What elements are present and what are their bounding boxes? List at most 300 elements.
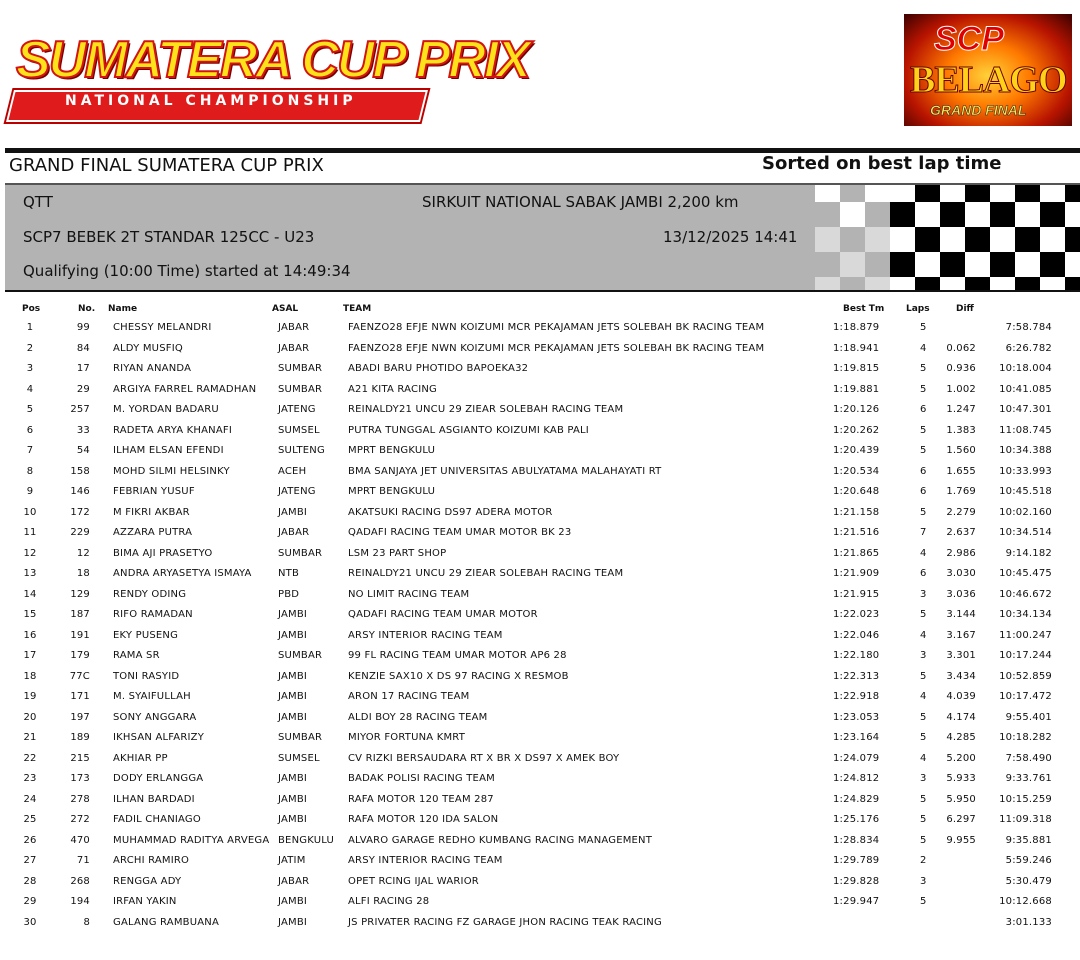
cell-best: 1:19.881 bbox=[833, 383, 880, 395]
cell-asal: JABAR bbox=[278, 875, 310, 887]
cell-no: 470 bbox=[70, 834, 90, 846]
cell-team: 99 FL RACING TEAM UMAR MOTOR AP6 28 bbox=[348, 650, 567, 661]
header-asal: ASAL bbox=[272, 304, 299, 314]
cell-best: 1:23.053 bbox=[833, 711, 880, 723]
cell-tot: 10:47.301 bbox=[999, 404, 1052, 415]
checker-square bbox=[965, 252, 990, 277]
cell-name: GALANG RAMBUANA bbox=[113, 916, 219, 928]
cell-name: IKHSAN ALFARIZY bbox=[113, 732, 205, 743]
checker-square bbox=[1015, 252, 1040, 277]
table-row bbox=[0, 790, 1080, 811]
cell-tot: 10:12.668 bbox=[999, 896, 1052, 907]
cell-laps: 5 bbox=[920, 506, 927, 518]
cell-pos: 27 bbox=[23, 855, 37, 866]
cell-laps: 4 bbox=[920, 547, 927, 559]
cell-laps: 6 bbox=[920, 486, 927, 497]
cell-name: RIFO RAMADAN bbox=[113, 609, 193, 620]
cell-no: 172 bbox=[70, 506, 90, 518]
cell-no: 158 bbox=[70, 465, 90, 477]
results-table-header bbox=[0, 304, 1080, 318]
cell-no: 171 bbox=[70, 691, 90, 702]
cell-name: AZZARA PUTRA bbox=[113, 527, 193, 538]
cell-team: MPRT BENGKULU bbox=[348, 486, 436, 497]
checker-square bbox=[1040, 183, 1065, 202]
cell-diff: 4.174 bbox=[946, 711, 976, 723]
cell-diff: 1.247 bbox=[946, 404, 976, 415]
cell-best: 1:21.158 bbox=[833, 506, 880, 518]
cell-pos: 11 bbox=[23, 527, 37, 538]
cell-no: 278 bbox=[70, 793, 90, 805]
checker-square bbox=[840, 202, 865, 227]
cell-tot: 10:45.518 bbox=[999, 486, 1052, 497]
cell-best: 1:20.126 bbox=[833, 404, 880, 415]
checker-square bbox=[865, 252, 890, 277]
cell-tot: 10:17.244 bbox=[999, 650, 1052, 661]
cell-asal: BENGKULU bbox=[278, 834, 335, 846]
cell-no: 191 bbox=[70, 629, 90, 641]
cell-team: ARON 17 RACING TEAM bbox=[348, 691, 470, 702]
cell-pos: 13 bbox=[23, 568, 37, 579]
table-row bbox=[0, 892, 1080, 913]
cell-team: ALDI BOY 28 RACING TEAM bbox=[348, 711, 488, 723]
cell-asal: SUMBAR bbox=[278, 363, 323, 374]
cell-laps: 6 bbox=[920, 404, 927, 415]
checker-square bbox=[915, 227, 940, 252]
cell-asal: NTB bbox=[278, 568, 300, 579]
table-row bbox=[0, 667, 1080, 688]
cell-tot: 7:58.490 bbox=[1005, 752, 1052, 764]
header-team: TEAM bbox=[343, 304, 372, 314]
cell-diff: 6.297 bbox=[946, 814, 976, 825]
cell-tot: 10:18.004 bbox=[999, 363, 1052, 374]
sumatera-cup-prix-logo bbox=[10, 30, 529, 120]
cell-no: 272 bbox=[70, 814, 90, 825]
cell-best: 1:22.180 bbox=[833, 650, 880, 661]
table-row bbox=[0, 380, 1080, 401]
checker-square bbox=[1065, 227, 1080, 252]
cell-tot: 11:00.247 bbox=[999, 629, 1052, 641]
cell-asal: JATENG bbox=[278, 486, 316, 497]
cell-laps: 7 bbox=[920, 527, 927, 538]
header-laps: Laps bbox=[906, 304, 930, 314]
cell-tot: 10:46.672 bbox=[999, 588, 1052, 600]
table-row bbox=[0, 687, 1080, 708]
cell-diff: 1.560 bbox=[946, 445, 976, 456]
cell-laps: 4 bbox=[920, 691, 927, 702]
checker-square bbox=[890, 183, 915, 202]
cell-no: 18 bbox=[76, 568, 90, 579]
cell-no: 8 bbox=[83, 916, 90, 928]
cell-team: AKATSUKI RACING DS97 ADERA MOTOR bbox=[348, 506, 553, 518]
cell-asal: JAMBI bbox=[278, 670, 308, 682]
checker-square bbox=[1015, 227, 1040, 252]
cell-team: LSM 23 PART SHOP bbox=[348, 547, 447, 559]
cell-team: ALFI RACING 28 bbox=[348, 896, 430, 907]
cell-asal: JABAR bbox=[278, 322, 310, 333]
checker-square bbox=[1065, 183, 1080, 202]
cell-asal: JAMBI bbox=[278, 609, 308, 620]
sort-note: Sorted on best lap time bbox=[762, 153, 1002, 174]
checker-square bbox=[815, 227, 840, 252]
checker-square bbox=[815, 252, 840, 277]
checker-square bbox=[965, 227, 990, 252]
cell-diff: 2.279 bbox=[946, 506, 976, 518]
circuit-name: SIRKUIT NATIONAL SABAK JAMBI 2,200 km bbox=[422, 193, 739, 211]
results-table-body bbox=[0, 318, 1080, 933]
checker-square bbox=[840, 183, 865, 202]
cell-pos: 9 bbox=[26, 486, 34, 497]
cell-tot: 3:01.133 bbox=[1005, 916, 1052, 928]
cell-asal: PBD bbox=[278, 588, 300, 600]
checker-square bbox=[940, 183, 965, 202]
cell-name: ALDY MUSFIQ bbox=[113, 342, 183, 354]
checker-square bbox=[1015, 183, 1040, 202]
cell-name: BIMA AJI PRASETYO bbox=[113, 547, 213, 559]
cell-laps: 5 bbox=[920, 896, 927, 907]
cell-pos: 25 bbox=[23, 814, 37, 825]
cell-team: BMA SANJAYA JET UNIVERSITAS ABULYATAMA MALAHAYATI RT bbox=[348, 465, 662, 477]
table-row bbox=[0, 646, 1080, 667]
cell-name: ILHAN BARDADI bbox=[113, 793, 195, 805]
cell-pos: 16 bbox=[23, 629, 37, 641]
cell-pos: 1 bbox=[26, 322, 34, 333]
checker-square bbox=[815, 183, 840, 202]
table-row bbox=[0, 626, 1080, 647]
cell-asal: JAMBI bbox=[278, 506, 308, 518]
cell-name: M FIKRI AKBAR bbox=[113, 506, 190, 518]
checker-square bbox=[1040, 227, 1065, 252]
cell-no: 17 bbox=[76, 363, 90, 374]
cell-best: 1:20.262 bbox=[833, 424, 880, 436]
cell-pos: 30 bbox=[23, 916, 37, 928]
cell-tot: 10:34.514 bbox=[999, 527, 1052, 538]
cell-name: CHESSY MELANDRI bbox=[113, 322, 212, 333]
cell-no: 12 bbox=[76, 547, 90, 559]
cell-pos: 22 bbox=[23, 752, 37, 764]
cell-best: 1:20.534 bbox=[833, 465, 880, 477]
checker-square bbox=[890, 227, 915, 252]
logo-grand-final-text: GRAND FINAL bbox=[930, 102, 1027, 118]
session-datetime: 13/12/2025 14:41 bbox=[663, 228, 798, 246]
cell-tot: 10:18.282 bbox=[999, 732, 1052, 743]
cell-laps: 4 bbox=[920, 342, 927, 354]
cell-best: 1:29.789 bbox=[833, 855, 880, 866]
table-row bbox=[0, 708, 1080, 729]
cell-pos: 24 bbox=[23, 793, 37, 805]
cell-pos: 15 bbox=[23, 609, 37, 620]
cell-diff: 2.986 bbox=[946, 547, 976, 559]
table-row bbox=[0, 503, 1080, 524]
cell-name: AKHIAR PP bbox=[113, 752, 168, 764]
cell-pos: 8 bbox=[26, 465, 34, 477]
cell-best: 1:23.164 bbox=[833, 732, 880, 743]
cell-laps: 5 bbox=[920, 814, 927, 825]
cell-asal: JAMBI bbox=[278, 773, 308, 784]
cell-asal: JAMBI bbox=[278, 814, 308, 825]
cell-team: QADAFI RACING TEAM UMAR MOTOR BK 23 bbox=[348, 527, 572, 538]
checker-square bbox=[990, 252, 1015, 277]
cell-best: 1:21.909 bbox=[833, 568, 880, 579]
checker-square bbox=[840, 252, 865, 277]
cell-laps: 5 bbox=[920, 609, 927, 620]
cell-pos: 28 bbox=[23, 875, 37, 887]
cell-best: 1:22.918 bbox=[833, 691, 880, 702]
cell-best: 1:24.079 bbox=[833, 752, 880, 764]
cell-asal: SULTENG bbox=[278, 445, 325, 456]
table-row bbox=[0, 482, 1080, 503]
checker-square bbox=[865, 227, 890, 252]
cell-name: RENDY ODING bbox=[113, 588, 187, 600]
cell-laps: 4 bbox=[920, 752, 927, 764]
cell-no: 187 bbox=[70, 609, 90, 620]
cell-no: 257 bbox=[70, 404, 90, 415]
cell-laps: 5 bbox=[920, 383, 927, 395]
cell-best: 1:24.829 bbox=[833, 793, 880, 805]
cell-pos: 20 bbox=[23, 711, 37, 723]
cell-name: RAMA SR bbox=[113, 650, 160, 661]
cell-laps: 5 bbox=[920, 732, 927, 743]
cell-best: 1:29.828 bbox=[833, 875, 880, 887]
table-row bbox=[0, 523, 1080, 544]
cell-diff: 5.933 bbox=[946, 773, 976, 784]
cell-tot: 10:34.388 bbox=[999, 445, 1052, 456]
header-pos: Pos bbox=[22, 304, 41, 314]
cell-asal: JATIM bbox=[278, 855, 306, 866]
cell-tot: 10:41.085 bbox=[999, 383, 1052, 395]
table-row bbox=[0, 728, 1080, 749]
cell-diff: 5.950 bbox=[946, 793, 976, 805]
header-no: No. bbox=[78, 304, 96, 314]
table-row bbox=[0, 421, 1080, 442]
cell-asal: JAMBI bbox=[278, 629, 308, 641]
info-divider bbox=[5, 290, 1080, 292]
cell-no: 197 bbox=[70, 711, 90, 723]
cell-tot: 10:33.993 bbox=[999, 465, 1052, 477]
cell-team: MIYOR FORTUNA KMRT bbox=[348, 732, 466, 743]
cell-pos: 12 bbox=[23, 547, 37, 559]
checker-square bbox=[840, 227, 865, 252]
cell-tot: 7:58.784 bbox=[1005, 322, 1052, 333]
race-class: SCP7 BEBEK 2T STANDAR 125CC - U23 bbox=[23, 228, 315, 246]
cell-team: ARSY INTERIOR RACING TEAM bbox=[348, 629, 503, 641]
cell-best: 1:21.865 bbox=[833, 547, 880, 559]
table-row bbox=[0, 872, 1080, 893]
cell-laps: 5 bbox=[920, 363, 927, 374]
cell-best: 1:25.176 bbox=[833, 814, 880, 825]
cell-pos: 29 bbox=[23, 896, 37, 907]
cell-laps: 3 bbox=[920, 650, 927, 661]
cell-tot: 5:59.246 bbox=[1005, 855, 1052, 866]
header-diff: Diff bbox=[956, 304, 974, 314]
cell-team: A21 KITA RACING bbox=[348, 383, 437, 395]
header-best-time: Best Tm bbox=[843, 304, 885, 314]
checker-square bbox=[990, 227, 1015, 252]
cell-team: FAENZO28 EFJE NWN KOIZUMI MCR PEKAJAMAN JETS SOLEBAH BK RACING TEAM bbox=[348, 342, 765, 354]
cell-diff: 5.200 bbox=[946, 752, 976, 764]
cell-name: M. SYAIFULLAH bbox=[113, 691, 191, 702]
table-row bbox=[0, 749, 1080, 770]
checker-square bbox=[1015, 202, 1040, 227]
cell-name: FADIL CHANIAGO bbox=[113, 814, 201, 825]
cell-name: TONI RASYID bbox=[113, 670, 180, 682]
cell-team: MPRT BENGKULU bbox=[348, 445, 436, 456]
cell-name: ARCHI RAMIRO bbox=[113, 855, 190, 866]
checker-square bbox=[940, 202, 965, 227]
checker-square bbox=[965, 183, 990, 202]
cell-no: 215 bbox=[70, 752, 90, 764]
cell-laps: 5 bbox=[920, 424, 927, 436]
cell-no: 229 bbox=[70, 527, 90, 538]
cell-diff: 4.039 bbox=[946, 691, 976, 702]
checker-square bbox=[865, 202, 890, 227]
cell-asal: SUMBAR bbox=[278, 732, 323, 743]
cell-team: ALVARO GARAGE REDHO KUMBANG RACING MANAGEMENT bbox=[348, 834, 653, 846]
cell-best: 1:22.313 bbox=[833, 670, 880, 682]
cell-asal: SUMSEL bbox=[278, 752, 320, 764]
cell-asal: SUMBAR bbox=[278, 547, 323, 559]
checker-square bbox=[940, 227, 965, 252]
table-row bbox=[0, 400, 1080, 421]
cell-name: EKY PUSENG bbox=[113, 629, 179, 641]
cell-pos: 26 bbox=[23, 834, 37, 846]
cell-asal: JAMBI bbox=[278, 916, 308, 928]
cell-no: 77C bbox=[69, 670, 90, 682]
cell-tot: 9:35.881 bbox=[1005, 834, 1052, 846]
cell-best: 1:22.046 bbox=[833, 629, 880, 641]
cell-team: PUTRA TUNGGAL ASGIANTO KOIZUMI KAB PALI bbox=[348, 424, 589, 436]
cell-tot: 9:55.401 bbox=[1005, 711, 1052, 723]
cell-no: 29 bbox=[76, 383, 90, 395]
cell-no: 71 bbox=[76, 855, 90, 866]
cell-diff: 3.434 bbox=[946, 670, 976, 682]
cell-name: ILHAM ELSAN EFENDI bbox=[113, 445, 224, 456]
cell-pos: 7 bbox=[26, 445, 34, 456]
page-title: GRAND FINAL SUMATERA CUP PRIX bbox=[9, 155, 324, 176]
cell-pos: 21 bbox=[23, 732, 37, 743]
checker-square bbox=[965, 202, 990, 227]
cell-no: 129 bbox=[70, 588, 90, 600]
cell-diff: 3.301 bbox=[946, 650, 976, 661]
cell-laps: 4 bbox=[920, 629, 927, 641]
cell-tot: 10:45.475 bbox=[999, 568, 1052, 579]
cell-asal: JAMBI bbox=[278, 691, 308, 702]
cell-laps: 3 bbox=[920, 588, 927, 600]
checker-square bbox=[940, 252, 965, 277]
checker-square bbox=[990, 202, 1015, 227]
table-row bbox=[0, 544, 1080, 565]
cell-laps: 3 bbox=[920, 875, 927, 887]
cell-best: 1:21.915 bbox=[833, 588, 880, 600]
table-row bbox=[0, 810, 1080, 831]
cell-best: 1:24.812 bbox=[833, 773, 880, 784]
cell-pos: 6 bbox=[26, 424, 34, 436]
cell-diff: 9.955 bbox=[946, 834, 976, 846]
table-row bbox=[0, 913, 1080, 934]
table-row bbox=[0, 359, 1080, 380]
logo-subtitle: NATIONAL CHAMPIONSHIP bbox=[65, 93, 357, 109]
cell-no: 54 bbox=[76, 445, 90, 456]
cell-team: KENZIE SAX10 X DS 97 RACING X RESMOB bbox=[348, 670, 569, 682]
cell-asal: JAMBI bbox=[278, 793, 308, 805]
cell-tot: 6:26.782 bbox=[1005, 342, 1052, 354]
cell-tot: 10:52.859 bbox=[999, 670, 1052, 682]
cell-pos: 17 bbox=[23, 650, 37, 661]
cell-no: 173 bbox=[70, 773, 90, 784]
cell-best: 1:22.023 bbox=[833, 609, 880, 620]
cell-diff: 3.030 bbox=[946, 568, 976, 579]
cell-diff: 4.285 bbox=[946, 732, 976, 743]
cell-best: 1:21.516 bbox=[833, 527, 880, 538]
cell-team: JS PRIVATER RACING FZ GARAGE JHON RACING TEAK RACING bbox=[348, 916, 662, 928]
cell-laps: 5 bbox=[920, 670, 927, 682]
cell-laps: 5 bbox=[920, 711, 927, 723]
cell-tot: 10:02.160 bbox=[999, 506, 1052, 518]
cell-tot: 5:30.479 bbox=[1005, 875, 1052, 887]
header-name: Name bbox=[108, 304, 138, 314]
cell-tot: 10:34.134 bbox=[999, 609, 1052, 620]
cell-no: 179 bbox=[70, 650, 90, 661]
cell-diff: 1.383 bbox=[946, 424, 976, 436]
checker-square bbox=[1065, 202, 1080, 227]
logo-belago-text: BELAGO bbox=[910, 59, 1067, 101]
cell-no: 84 bbox=[76, 342, 90, 354]
checker-square bbox=[890, 252, 915, 277]
cell-laps: 6 bbox=[920, 465, 927, 477]
table-row bbox=[0, 462, 1080, 483]
logo-title: SUMATERA CUP PRIX bbox=[16, 31, 529, 89]
cell-tot: 11:08.745 bbox=[999, 424, 1052, 436]
session-info-box bbox=[5, 183, 1080, 292]
table-row bbox=[0, 441, 1080, 462]
checker-square bbox=[990, 183, 1015, 202]
cell-best: 1:28.834 bbox=[833, 834, 880, 846]
checker-square bbox=[915, 183, 940, 202]
cell-name: RADETA ARYA KHANAFI bbox=[113, 424, 232, 436]
checker-square bbox=[915, 252, 940, 277]
cell-tot: 10:17.472 bbox=[999, 691, 1052, 702]
cell-laps: 5 bbox=[920, 322, 927, 333]
cell-pos: 2 bbox=[26, 342, 34, 354]
cell-pos: 4 bbox=[26, 383, 34, 395]
cell-team: RAFA MOTOR 120 IDA SALON bbox=[348, 814, 499, 825]
cell-best: 1:19.815 bbox=[833, 363, 880, 374]
table-row bbox=[0, 769, 1080, 790]
cell-best: 1:29.947 bbox=[833, 896, 880, 907]
cell-team: ARSY INTERIOR RACING TEAM bbox=[348, 855, 503, 866]
qualifying-start: Qualifying (10:00 Time) started at 14:49:34 bbox=[23, 262, 351, 280]
table-row bbox=[0, 851, 1080, 872]
cell-team: ABADI BARU PHOTIDO BAPOEKA32 bbox=[348, 363, 529, 374]
cell-team: BADAK POLISI RACING TEAM bbox=[348, 773, 495, 784]
cell-tot: 9:33.761 bbox=[1005, 773, 1052, 784]
cell-asal: SUMSEL bbox=[278, 424, 320, 436]
cell-laps: 2 bbox=[920, 855, 927, 866]
cell-name: ARGIYA FARREL RAMADHAN bbox=[113, 383, 257, 395]
checker-square bbox=[1040, 252, 1065, 277]
table-row bbox=[0, 339, 1080, 360]
checker-square bbox=[865, 183, 890, 202]
checker-square bbox=[890, 202, 915, 227]
cell-team: FAENZO28 EFJE NWN KOIZUMI MCR PEKAJAMAN JETS SOLEBAH BK RACING TEAM bbox=[348, 322, 765, 333]
cell-pos: 14 bbox=[23, 588, 37, 600]
cell-diff: 2.637 bbox=[946, 527, 976, 538]
cell-best: 1:20.648 bbox=[833, 486, 880, 497]
belago-grand-final-logo bbox=[904, 14, 1072, 126]
checker-square bbox=[815, 202, 840, 227]
cell-diff: 1.769 bbox=[946, 486, 976, 497]
cell-asal: SUMBAR bbox=[278, 650, 323, 661]
cell-best: 1:20.439 bbox=[833, 445, 880, 456]
